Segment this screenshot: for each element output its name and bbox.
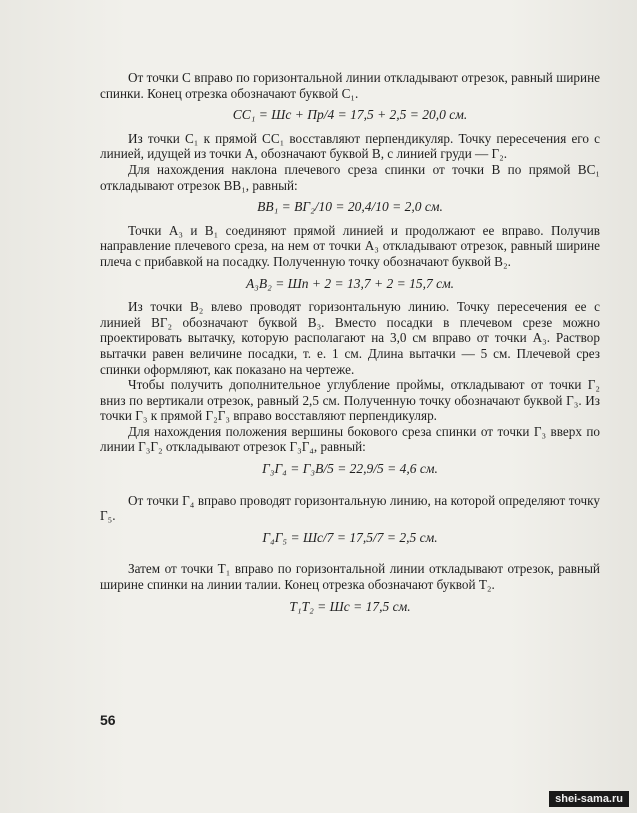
paragraph: Из точки C₁ к прямой CC₁ восставляют перпендикуляр. Точку пересечения его с линией, идущей из точки A, обозначают буквой B, с линией груди — Г₂. xyxy=(100,130,600,162)
paragraph: Затем от точки T₁ вправо по горизонтальной линии откладывают отрезок, равный ширине спинки на линии талии. Конец отрезка обозначают буквой T₂. xyxy=(100,561,600,593)
paragraph: Для нахождения положения вершины бокового среза спинки от точки Г₃ вверх по линии Г₃Г₂ откладывают отрезок Г₃Г₄, равный: xyxy=(100,423,600,455)
paragraph: От точки C вправо по горизонтальной линии откладывают отрезок, равный ширине спинки. Конец отрезка обозначают буквой C₁. xyxy=(100,70,600,101)
paragraph: Точки A₃ и B₁ соединяют прямой линией и продолжают ее вправо. Получив направление плечевого среза, на нем от точки A₃ откладывают отрезок, равный ширине плеча с прибавкой на посадку. Полученную точку обозначают буквой B₂. xyxy=(100,222,600,269)
paragraph: Для нахождения наклона плечевого среза спинки от точки B по прямой BC₁ откладывают отрезок BB₁, равный: xyxy=(100,161,600,193)
page-number: 56 xyxy=(100,712,116,728)
formula: Г₃Г₄ = Г₃B/5 = 22,9/5 = 4,6 см. xyxy=(262,461,438,477)
formula: CC₁ = Шс + Пр/4 = 17,5 + 2,5 = 20,0 см. xyxy=(232,107,468,123)
formula: A₃B₂ = Шп + 2 = 13,7 + 2 = 15,7 см. xyxy=(245,275,455,291)
formula: T₁T₂ = Шс = 17,5 см. xyxy=(289,598,411,614)
formula: Г₄Г₅ = Шс/7 = 17,5/7 = 2,5 см. xyxy=(262,529,438,545)
paragraph: От точки Г₄ вправо проводят горизонтальную линию, на которой определяют точку Г₅. xyxy=(100,492,600,524)
watermark: shei-sama.ru xyxy=(549,791,629,807)
paragraph: Чтобы получить дополнительное углубление проймы, откладывают от точки Г₂ вниз по вертикали отрезок, равный 2,5 см. Полученную точку обозначают буквой Г₃. Из точки Г₃ к прямой Г₂Г₃ вправо восставляют перпендикуляр. xyxy=(100,377,600,424)
paragraph: Из точки B₂ влево проводят горизонтальную линию. Точку пересечения ее с линией BГ₂ обозначают буквой B₃. Вместо посадки в плечевом срезе можно проектировать вытачку, которую располагают на 3,0 см вправо от точки A₃. Раствор вытачки равен величине посадки, т. е. 1 см. Длина вытачки — 5 см. Плечевой срез спинки оформляют, как показано на чертеже. xyxy=(100,299,600,377)
page-body xyxy=(100,70,600,622)
formula: BB₁ = BГ₂/10 = 20,4/10 = 2,0 см. xyxy=(257,199,443,215)
